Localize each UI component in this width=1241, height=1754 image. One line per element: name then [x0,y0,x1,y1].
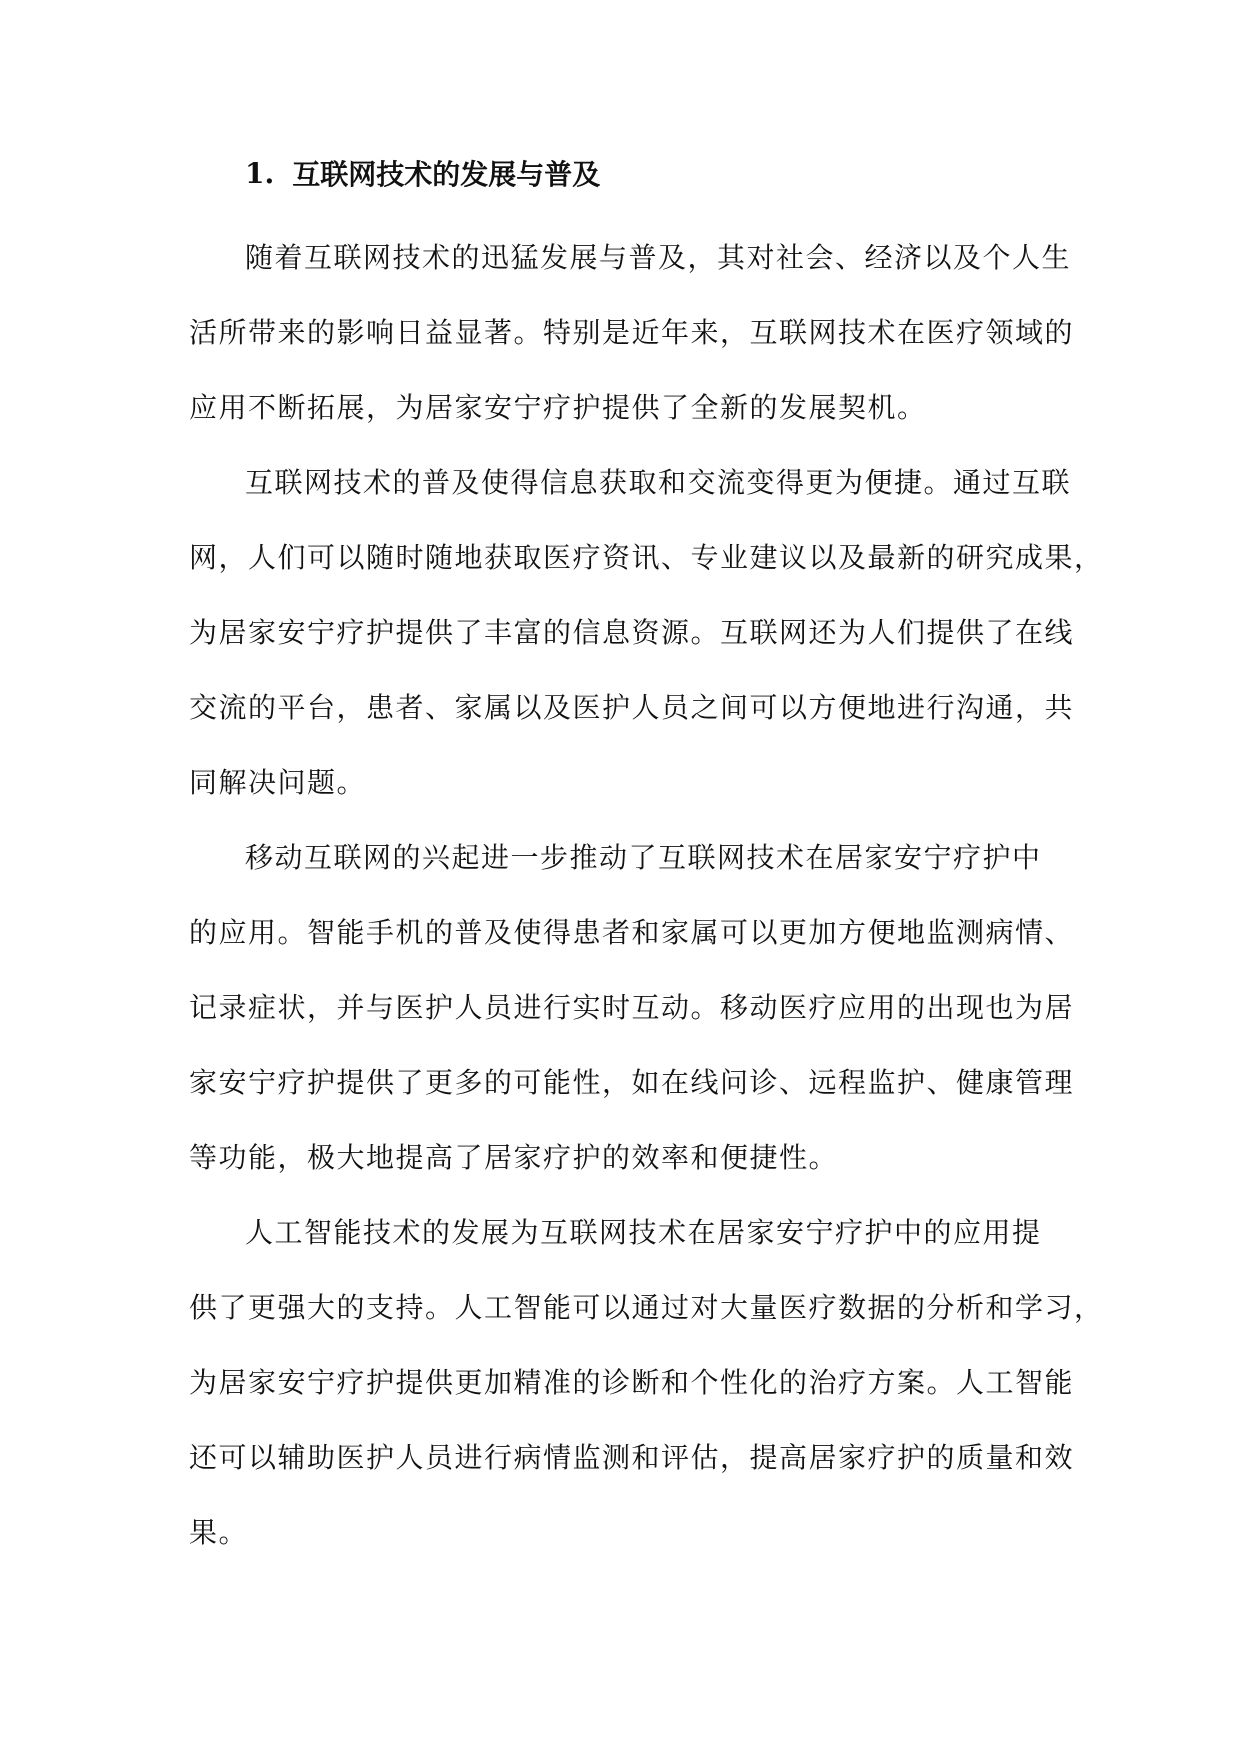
paragraph-4 [189,1195,1104,1570]
paragraph-line: 家安宁疗护提供了更多的可能性，如在线问诊、远程监护、健康管理 [189,1066,1075,1099]
paragraph-line: 供了更强大的支持。人工智能可以通过对大量医疗数据的分析和学习， [189,1291,1104,1324]
paragraph-line: 互联网技术的普及使得信息获取和交流变得更为便捷。通过互联 [245,466,1072,499]
paragraph-line: 人工智能技术的发展为互联网技术在居家安宁疗护中的应用提 [245,1216,1042,1249]
paragraph-line: 为居家安宁疗护提供更加精准的诊断和个性化的治疗方案。人工智能 [189,1366,1075,1399]
paragraph-line: 活所带来的影响日益显著。特别是近年来，互联网技术在医疗领域的 [189,316,1075,349]
paragraph-3 [189,820,1075,1195]
paragraph-line: 记录症状，并与医护人员进行实时互动。移动医疗应用的出现也为居 [189,991,1075,1024]
section-title: 互联网技术的发展与普及 [292,158,601,191]
paragraph-line: 网，人们可以随时随地获取医疗资讯、专业建议以及最新的研究成果， [189,541,1104,574]
paragraph-line: 等功能，极大地提高了居家疗护的效率和便捷性。 [189,1141,839,1174]
section-number: 1. [245,156,275,190]
paragraph-2 [189,445,1104,820]
paragraph-line: 交流的平台，患者、家属以及医护人员之间可以方便地进行沟通，共 [189,691,1075,724]
paragraph-line: 为居家安宁疗护提供了丰富的信息资源。互联网还为人们提供了在线 [189,616,1075,649]
document-body [189,145,1104,1570]
section-heading [189,145,1069,201]
paragraph-line: 的应用。智能手机的普及使得患者和家属可以更加方便地监测病情、 [189,916,1075,949]
paragraph-line: 随着互联网技术的迅猛发展与普及，其对社会、经济以及个人生 [245,241,1072,274]
paragraph-line: 还可以辅助医护人员进行病情监测和评估，提高居家疗护的质量和效 [189,1441,1075,1474]
paragraph-line: 同解决问题。 [189,766,367,799]
paragraph-line: 移动互联网的兴起进一步推动了互联网技术在居家安宁疗护中 [245,841,1042,874]
paragraph-line: 果。 [189,1516,249,1549]
paragraph-1 [189,220,1075,445]
paragraph-line: 应用不断拓展，为居家安宁疗护提供了全新的发展契机。 [189,391,927,424]
